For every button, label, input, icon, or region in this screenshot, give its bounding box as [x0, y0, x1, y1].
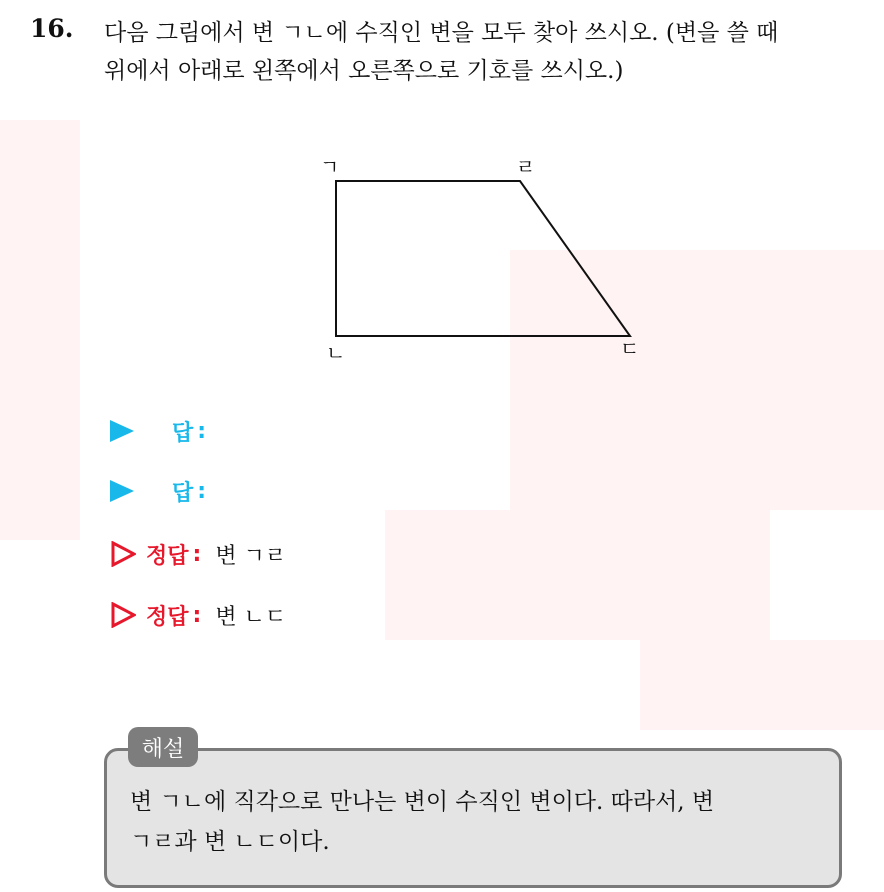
explanation-line-2: ㄱㄹ과 변 ㄴㄷ이다.	[130, 829, 330, 855]
trapezoid-figure	[310, 150, 670, 380]
correct-answer-value: 변 ㄴㄷ	[215, 604, 287, 630]
answer-colon: :	[197, 478, 207, 504]
correct-answer-colon: :	[192, 602, 202, 628]
vertex-label-top-right: ㄹ	[516, 155, 536, 179]
answer-label: 답	[172, 420, 194, 446]
filled-triangle-icon	[110, 480, 134, 502]
explanation-text	[130, 782, 830, 862]
correct-answer-label: 정답	[146, 604, 189, 630]
question-text	[104, 14, 874, 90]
correct-answer-label: 정답	[146, 543, 189, 569]
outlined-triangle-icon	[110, 541, 136, 567]
correct-answer-colon: :	[192, 541, 202, 567]
answer-row-2	[110, 474, 220, 508]
explanation-tag: 해설	[128, 727, 198, 767]
answer-label: 답	[172, 480, 194, 506]
question-line-1: 다음 그림에서 변 ㄱㄴ에 수직인 변을 모두 찾아 쓰시오. (변을 쓸 때	[104, 20, 779, 46]
background-tint	[0, 120, 80, 540]
answer-colon: :	[197, 418, 207, 444]
background-tint	[640, 640, 884, 730]
explanation-line-1: 변 ㄱㄴ에 직각으로 만나는 변이 수직인 변이다. 따라서, 변	[130, 789, 715, 815]
background-tint	[385, 510, 770, 640]
correct-answer-value: 변 ㄱㄹ	[215, 543, 287, 569]
vertex-label-top-left: ㄱ	[320, 155, 340, 179]
vertex-label-bottom-left: ㄴ	[326, 341, 346, 365]
correct-answer-row-1	[110, 537, 286, 571]
vertex-label-bottom-right: ㄷ	[620, 337, 640, 361]
outlined-triangle-icon	[110, 602, 136, 628]
answer-row-1	[110, 414, 220, 448]
correct-answer-row-2	[110, 598, 286, 632]
question-line-2: 위에서 아래로 왼쪽에서 오른쪽으로 기호를 쓰시오.)	[104, 58, 624, 84]
filled-triangle-icon	[110, 420, 134, 442]
question-number: 16.	[30, 14, 74, 43]
trapezoid-shape	[336, 181, 630, 336]
